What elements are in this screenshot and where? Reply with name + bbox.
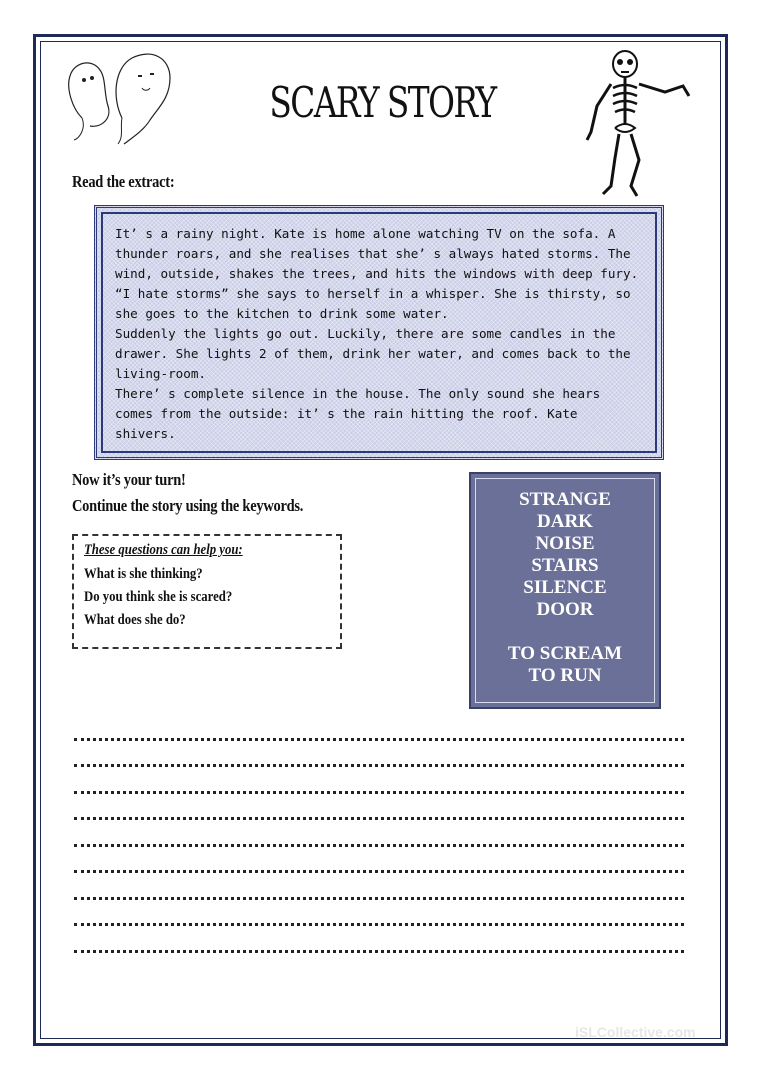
writing-line[interactable] — [74, 714, 684, 741]
extract-box — [94, 205, 664, 460]
keyword: STRANGE — [519, 489, 611, 510]
extract-paragraph: It’ s a rainy night. Kate is home alone watching TV on the sofa. A thunder roars, and she realises that she’ s always hated storms. The wind, outside, shakes the trees, and hits the windows with deep fury. “I hate storms” she says to herself in a whisper. She is thirsty, so she goes to the kitchen to drink some water. — [115, 226, 639, 321]
question-item: What does she do? — [84, 612, 186, 628]
keyword: SILENCE — [523, 577, 607, 598]
writing-line[interactable] — [74, 741, 684, 768]
question-item: Do you think she is scared? — [84, 589, 233, 605]
writing-line[interactable] — [74, 767, 684, 794]
read-instruction: Read the extract: — [72, 172, 175, 191]
writing-line[interactable] — [74, 900, 684, 927]
extract-paragraph: Suddenly the lights go out. Luckily, there are some candles in the drawer. She lights 2 of them, drink her water, and comes back to the living-room. — [115, 326, 631, 381]
keyword: TO SCREAM — [507, 643, 623, 664]
writing-line[interactable] — [74, 926, 684, 953]
skeleton-icon — [585, 48, 700, 200]
keyword: DARK — [537, 511, 593, 532]
extract-text — [115, 224, 643, 444]
writing-line[interactable] — [74, 820, 684, 847]
writing-line[interactable] — [74, 847, 684, 874]
turn-instruction: Continue the story using the keywords. — [72, 496, 304, 515]
writing-line[interactable] — [74, 873, 684, 900]
keyword: STAIRS — [531, 555, 599, 576]
keywords-box — [469, 472, 661, 709]
keyword: TO RUN — [528, 665, 602, 686]
keyword: NOISE — [535, 533, 595, 554]
questions-box — [72, 534, 342, 649]
question-item: What is she thinking? — [84, 566, 203, 582]
page-title: SCARY STORY — [269, 78, 496, 127]
turn-heading: Now it’s your turn! — [72, 470, 186, 489]
writing-line[interactable] — [74, 794, 684, 821]
keyword: DOOR — [536, 599, 594, 620]
extract-paragraph: There’ s complete silence in the house. The only sound she hears comes from the outside: it’ s the rain hitting the roof. Kate shivers. — [115, 386, 601, 441]
writing-lines — [74, 714, 684, 953]
ghost-icon — [62, 48, 180, 148]
watermark: iSLCollective.com — [575, 1024, 696, 1040]
questions-heading: These questions can help you: — [84, 542, 243, 558]
